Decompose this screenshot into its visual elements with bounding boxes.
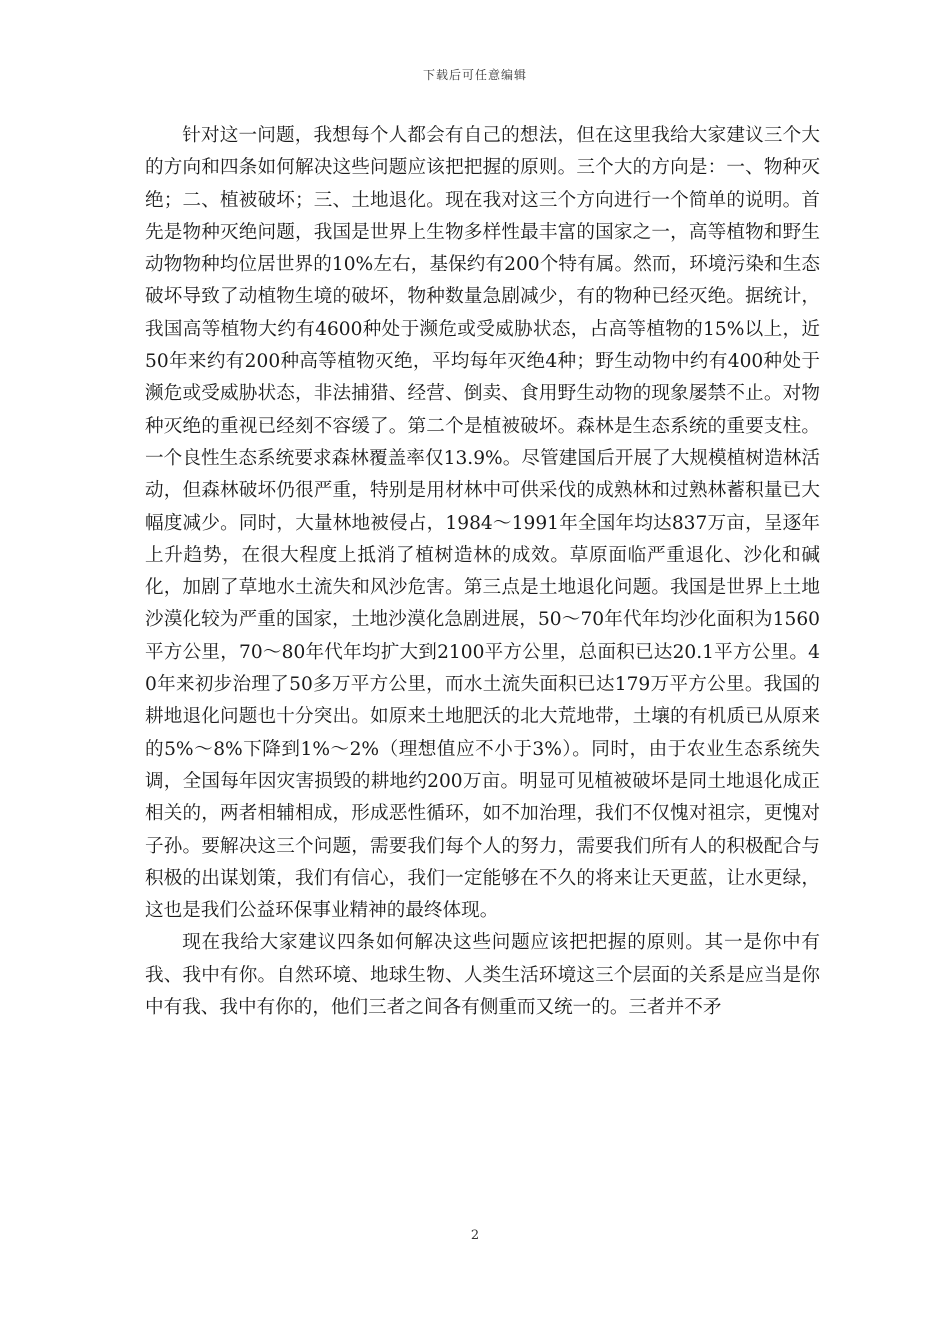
page-number: 2 [470,1228,480,1243]
paragraph-problem-directions: 针对这一问题，我想每个人都会有自己的想法，但在这里我给大家建议三个大的方向和四条如何解决这些问题应该把把握的原则。三个大的方向是：一、物种灭绝；二、植被破坏；三、土地退化。现在我对这三个方向进行一个简单的说明。首先是物种灭绝问题，我国是世界上生物多样性最丰富的国家之一，高等植物和野生动物物种均位居世界的10%左右，基保约有200个特有属。然而，环境污染和生态破坏导致了动植物生境的破坏，物种数量急剧减少，有的物种已经灭绝。据统计，我国高等植物大约有4600种处于濒危或受威胁状态，占高等植物的15%以上，近50年来约有200种高等植物灭绝，平均每年灭绝4种；野生动物中约有400种处于濒危或受威胁状态，非法捕猎、经营、倒卖、食用野生动物的现象屡禁不止。对物种灭绝的重视已经刻不容缓了。第二个是植被破坏。森林是生态系统的重要支柱。一个良性生态系统要求森林覆盖率仅13.9%。尽管建国后开展了大规模植树造林活动，但森林破坏仍很严重，特别是用材林中可供采伐的成熟林和过熟林蓄积量已大幅度减少。同时，大量林地被侵占，1984～1991年全国年均达837万亩，呈逐年上升趋势，在很大程度上抵消了植树造林的成效。草原面临严重退化、沙化和碱化，加剧了草地水土流失和风沙危害。第三点是土地退化问题。我国是世界上土地沙漠化较为严重的国家，土地沙漠化急剧进展，50～70年代年均沙化面积为1560平方公里，70～80年代年均扩大到2100平方公里，总面积已达20.1平方公里。40年来初步治理了50多万平方公里，而水土流失面积已达179万平方公里。我国的耕地退化问题也十分突出。如原来土地肥沃的北大荒地带，土壤的有机质已从原来的5%～8%下降到1%～2%（理想值应不小于3%）。同时，由于农业生态系统失调，全国每年因灾害损毁的耕地约200万亩。明显可见植被破坏是同土地退化成正相关的，两者相辅相成，形成恶性循环，如不加治理，我们不仅愧对祖宗，更愧对子孙。要解决这三个问题，需要我们每个人的努力，需要我们所有人的积极配合与积极的出谋划策，我们有信心，我们一定能够在不久的将来让天更蓝，让水更绿，这也是我们公益环保事业精神的最终体现。 [145,125,820,922]
page-header-note: 下载后可任意编辑 [422,68,527,82]
document-body [145,120,820,1024]
paragraph-four-principles: 现在我给大家建议四条如何解决这些问题应该把把握的原则。其一是你中有我、我中有你。自然环境、地球生物、人类生活环境这三个层面的关系是应当是你中有我、我中有你的，他们三者之间各有侧重而又统一的。三者并不矛 [145,932,820,1019]
